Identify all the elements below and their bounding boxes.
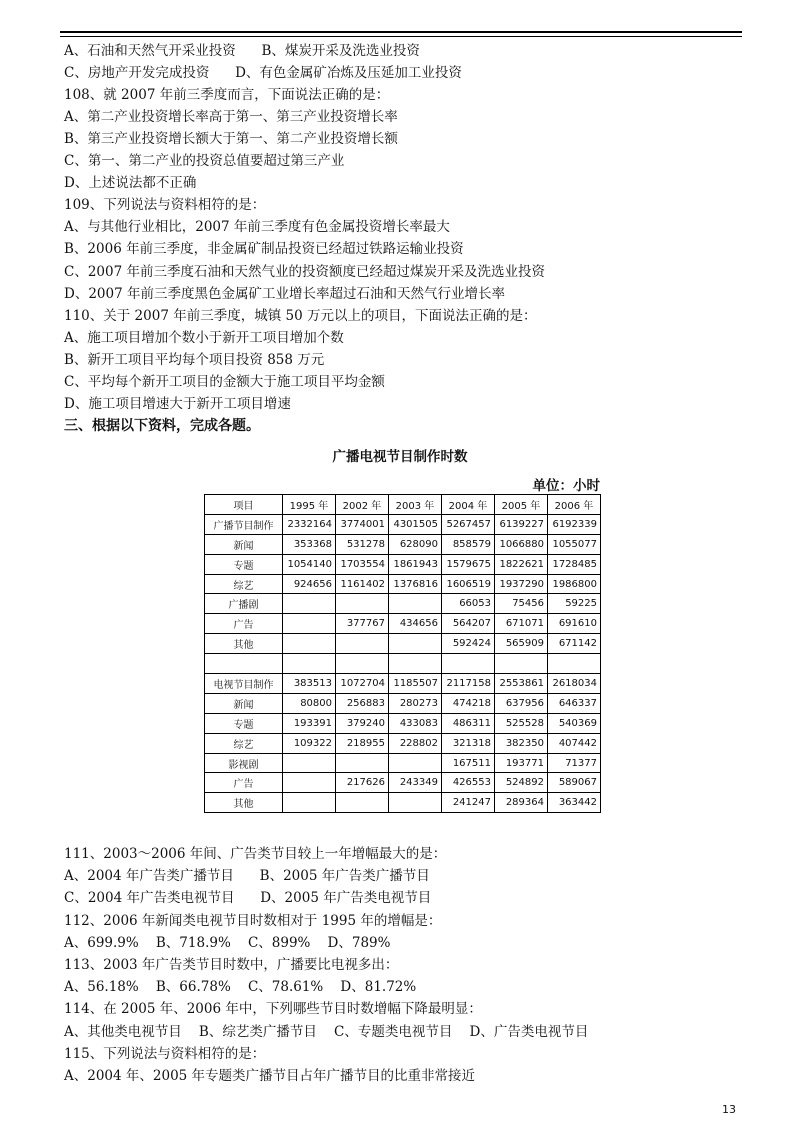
text-line: C、第一、第二产业的投资总值要超过第三产业 [64,153,345,170]
value-cell: 75456 [495,594,548,614]
table-row [205,733,601,753]
value-cell: 474218 [442,693,495,713]
value-cell: 2553861 [495,674,548,694]
value-cell: 71377 [548,753,601,773]
text-line: A、2004 年广告类广播节目 B、2005 年广告类广播节目 [64,868,430,885]
data-table [204,494,601,813]
value-cell: 434656 [389,614,442,634]
text-line: 109、下列说法与资料相符的是： [64,197,266,214]
table-row [205,514,601,534]
text-line: B、2006 年前三季度，非金属矿制品投资已经超过铁路运输业投资 [64,241,464,258]
row-label-cell [205,654,283,674]
value-cell: 524892 [495,773,548,793]
value-cell [389,594,442,614]
value-cell: 1606519 [442,574,495,594]
value-cell: 6192339 [548,514,601,534]
table-row [205,554,601,574]
text-line: A、56.18% B、66.78% C、78.61% D、81.72% [64,979,417,996]
value-cell: 2002 年 [336,495,389,515]
value-cell: 2003 年 [389,495,442,515]
table-unit: 单位：小时 [532,478,600,494]
text-line: A、第二产业投资增长率高于第一、第三产业投资增长率 [64,109,398,126]
value-cell [283,753,336,773]
row-label-cell: 项目 [205,495,283,515]
text-line: A、施工项目增加个数小于新开工项目增加个数 [64,329,344,346]
value-cell: 628090 [389,534,442,554]
value-cell: 167511 [442,753,495,773]
value-cell: 1995 年 [283,495,336,515]
value-cell: 59225 [548,594,601,614]
header-rule-thick [60,31,742,33]
value-cell: 289364 [495,793,548,813]
value-cell [336,753,389,773]
text-line: 111、2003～2006 年间、广告类节目较上一年增幅最大的是： [64,846,447,862]
value-cell: 1376816 [389,574,442,594]
row-label-cell: 其他 [205,793,283,813]
table-row [205,534,601,554]
value-cell: 109322 [283,733,336,753]
value-cell: 1066880 [495,534,548,554]
value-cell: 2004 年 [442,495,495,515]
value-cell: 382350 [495,733,548,753]
value-cell [389,793,442,813]
value-cell: 426553 [442,773,495,793]
row-label-cell: 其他 [205,634,283,654]
value-cell: 217626 [336,773,389,793]
text-line: B、新开工项目平均每个项目投资 858 万元 [64,351,325,368]
value-cell [495,654,548,674]
text-line: D、上述说法都不正确 [64,175,197,192]
value-cell [389,654,442,674]
value-cell: 383513 [283,674,336,694]
text-line: C、房地产开发完成投资 D、有色金属矿冶炼及压延加工业投资 [64,65,462,82]
table-row [205,594,601,614]
value-cell: 6139227 [495,514,548,534]
value-cell: 379240 [336,713,389,733]
value-cell [283,594,336,614]
value-cell [336,654,389,674]
text-line: 112、2006 年新闻类电视节目时数相对于 1995 年的增幅是： [64,912,442,929]
value-cell [336,634,389,654]
row-label-cell: 专题 [205,554,283,574]
text-line: D、施工项目增速大于新开工项目增速 [64,395,291,412]
value-cell: 540369 [548,713,601,733]
value-cell: 433083 [389,713,442,733]
row-label-cell: 电视节目制作 [205,674,283,694]
value-cell: 691610 [548,614,601,634]
text-line: A、699.9% B、718.9% C、899% D、789% [64,934,391,951]
value-cell: 5267457 [442,514,495,534]
value-cell [442,654,495,674]
value-cell: 2332164 [283,514,336,534]
table-row [205,793,601,813]
value-cell: 1986800 [548,574,601,594]
value-cell: 218955 [336,733,389,753]
value-cell [336,793,389,813]
text-line: D、2007 年前三季度黑色金属矿工业增长率超过石油和天然气行业增长率 [64,285,505,302]
header-rule-thin [60,36,742,37]
value-cell: 1185507 [389,674,442,694]
table-title: 广播电视节目制作时数 [332,449,468,465]
value-cell: 228802 [389,733,442,753]
value-cell: 1937290 [495,574,548,594]
value-cell: 66053 [442,594,495,614]
value-cell: 564207 [442,614,495,634]
value-cell [389,753,442,773]
text-line: 115、下列说法与资料相符的是： [64,1045,266,1062]
value-cell: 1579675 [442,554,495,574]
value-cell: 531278 [336,534,389,554]
value-cell [283,773,336,793]
page-number: 13 [722,1103,736,1116]
value-cell: 193391 [283,713,336,733]
row-label-cell: 影视剧 [205,753,283,773]
table-row [205,674,601,694]
row-label-cell: 新闻 [205,534,283,554]
value-cell: 565909 [495,634,548,654]
value-cell: 924656 [283,574,336,594]
value-cell: 407442 [548,733,601,753]
table-row [205,654,601,674]
value-cell: 4301505 [389,514,442,534]
text-line: A、与其他行业相比，2007 年前三季度有色金属投资增长率最大 [64,219,450,236]
value-cell: 243349 [389,773,442,793]
value-cell: 2618034 [548,674,601,694]
value-cell [283,614,336,634]
row-label-cell: 广告 [205,614,283,634]
value-cell: 858579 [442,534,495,554]
value-cell: 671142 [548,634,601,654]
value-cell: 2117158 [442,674,495,694]
table-row [205,634,601,654]
value-cell [548,654,601,674]
value-cell: 256883 [336,693,389,713]
value-cell: 1161402 [336,574,389,594]
row-label-cell: 综艺 [205,733,283,753]
value-cell [283,654,336,674]
value-cell: 353368 [283,534,336,554]
value-cell: 1822621 [495,554,548,574]
value-cell: 525528 [495,713,548,733]
table-header-row [205,495,601,515]
text-line: B、第三产业投资增长额大于第一、第二产业投资增长额 [64,131,398,148]
value-cell: 321318 [442,733,495,753]
value-cell: 193771 [495,753,548,773]
text-line: C、2007 年前三季度石油和天然气业的投资额度已经超过煤炭开采及洗选业投资 [64,263,545,280]
row-label-cell: 广播节目制作 [205,514,283,534]
value-cell: 3774001 [336,514,389,534]
value-cell [283,793,336,813]
table-row [205,574,601,594]
value-cell: 671071 [495,614,548,634]
table-row [205,713,601,733]
value-cell [283,634,336,654]
row-label-cell: 专题 [205,713,283,733]
value-cell: 589067 [548,773,601,793]
value-cell: 2005 年 [495,495,548,515]
value-cell: 592424 [442,634,495,654]
row-label-cell: 广告 [205,773,283,793]
text-line: C、平均每个新开工项目的金额大于施工项目平均金额 [64,373,385,390]
value-cell: 646337 [548,693,601,713]
value-cell: 637956 [495,693,548,713]
row-label-cell: 新闻 [205,693,283,713]
value-cell [389,634,442,654]
table-row [205,693,601,713]
value-cell: 1703554 [336,554,389,574]
row-label-cell: 综艺 [205,574,283,594]
value-cell: 280273 [389,693,442,713]
row-label-cell: 广播剧 [205,594,283,614]
value-cell: 486311 [442,713,495,733]
text-line: C、2004 年广告类电视节目 D、2005 年广告类电视节目 [64,890,432,907]
value-cell: 1728485 [548,554,601,574]
table-row [205,614,601,634]
text-line: A、其他类电视节目 B、综艺类广播节目 C、专题类电视节目 D、广告类电视节目 [64,1023,589,1040]
table-row [205,773,601,793]
value-cell: 80800 [283,693,336,713]
value-cell: 363442 [548,793,601,813]
value-cell: 1055077 [548,534,601,554]
text-line: 114、在 2005 年、2006 年中，下列哪些节目时数增幅下降最明显： [64,1001,482,1018]
text-line: 113、2003 年广告类节目时数中，广播要比电视多出： [64,957,399,973]
value-cell: 241247 [442,793,495,813]
value-cell: 1861943 [389,554,442,574]
value-cell [336,594,389,614]
value-cell: 1054140 [283,554,336,574]
table-row [205,753,601,773]
text-line: 110、关于 2007 年前三季度，城镇 50 万元以上的项目，下面说法正确的是： [64,307,537,324]
value-cell: 2006 年 [548,495,601,515]
text-line: A、2004 年、2005 年专题类广播节目占年广播节目的比重非常接近 [64,1068,476,1084]
value-cell: 377767 [336,614,389,634]
value-cell: 1072704 [336,674,389,694]
text-line: A、石油和天然气开采业投资 B、煤炭开采及洗选业投资 [64,43,420,59]
section-heading: 三、根据以下资料，完成各题。 [64,418,260,434]
text-line: 108、就 2007 年前三季度而言，下面说法正确的是： [64,87,390,104]
